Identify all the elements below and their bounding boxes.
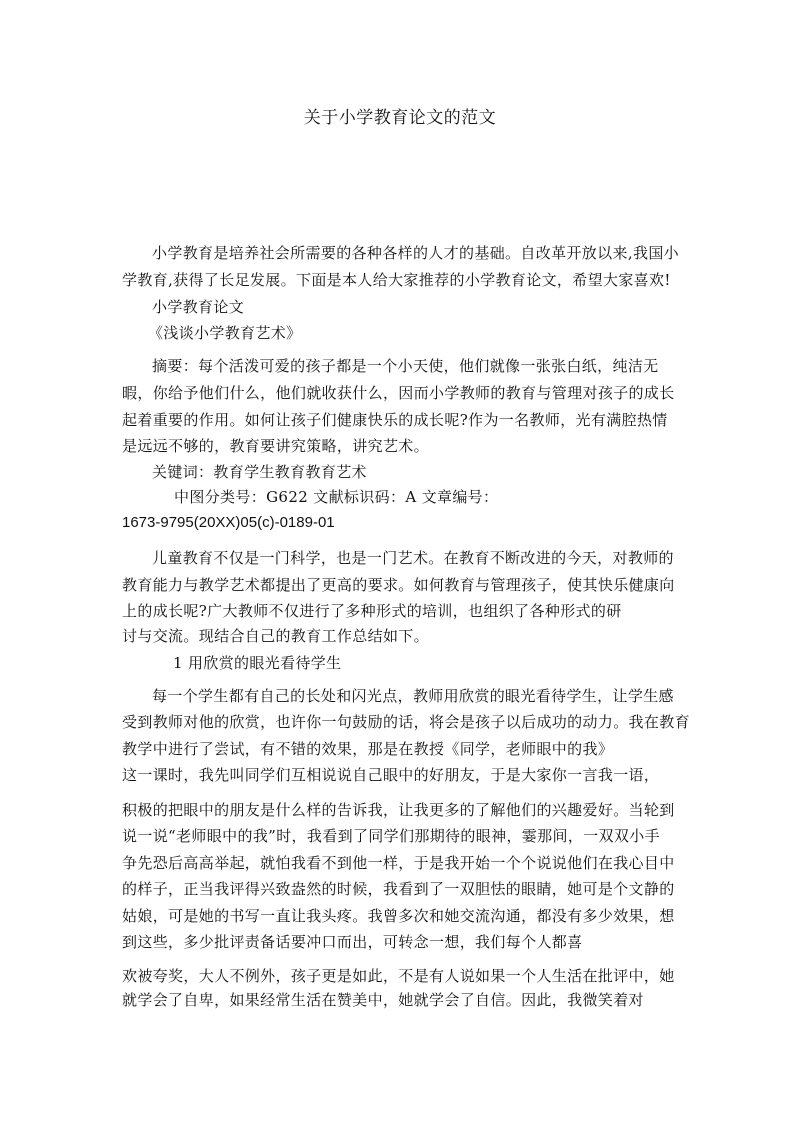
paragraph-line: 欢被夸奖，大人不例外，孩子更是如此，不是有人说如果一个人生活在批评中，她 bbox=[122, 967, 675, 985]
paragraph-line: 教育能力与教学艺术都提出了更高的要求。如何教育与管理孩子，使其快乐健康向 bbox=[122, 576, 675, 594]
paragraph-line: 积极的把眼中的朋友是什么样的告诉我，让我更多的了解他们的兴趣爱好。当轮到 bbox=[122, 801, 675, 819]
paragraph-line: 教学中进行了尝试，有不错的效果，那是在教授《同学，老师眼中的我》 bbox=[122, 740, 614, 758]
paragraph-line: 的样子，正当我评得兴致盎然的时候，我看到了一双胆怯的眼睛，她可是个文静的 bbox=[122, 880, 675, 898]
paragraph-line: 姑娘，可是她的书写一直让我头疼。我曾多次和她交流沟通，都没有多少效果，想 bbox=[122, 907, 675, 925]
article-title: 《浅谈小学教育艺术》 bbox=[148, 324, 302, 342]
paragraph-line: 上的成长呢?广大教师不仅进行了多种形式的培训，也组织了各种形式的研 bbox=[122, 602, 622, 620]
paragraph-line: 争先恐后高高举起，就怕我看不到他一样，于是我开始一个个说说他们在我心目中 bbox=[122, 854, 675, 872]
paragraph-line: 讨与交流。现结合自己的教育工作总结如下。 bbox=[122, 627, 430, 645]
paragraph-line: 小学教育是培养社会所需要的各种各样的人才的基础。自改革开放以来,我国小 bbox=[152, 244, 680, 262]
section-heading: 小学教育论文 bbox=[152, 298, 245, 316]
paragraph-line: 就学会了自卑，如果经常生活在赞美中，她就学会了自信。因此，我微笑着对 bbox=[122, 991, 644, 1009]
paragraph-line: 儿童教育不仅是一门科学，也是一门艺术。在教育不断改进的今天，对教师的 bbox=[152, 549, 674, 567]
paragraph-line: 受到教师对他的欣赏，也许你一句鼓励的话，将会是孩子以后成功的动力。我在教育 bbox=[122, 713, 690, 731]
article-number: 1673-9795(20XX)05(c)-0189-01 bbox=[122, 514, 335, 531]
keywords-line: 关键词：教育学生教育教育艺术 bbox=[152, 463, 367, 481]
paragraph-line: 这一课时，我先叫同学们互相说说自己眼中的好朋友，于是大家你一言我一语， bbox=[122, 766, 660, 784]
classification-line: 中图分类号：G622 文献标识码：A 文章编号： bbox=[174, 488, 499, 506]
abstract-line: 起着重要的作用。如何让孩子们健康快乐的成长呢?作为一名教师，光有满腔热情 bbox=[122, 411, 668, 429]
document-title: 关于小学教育论文的范文 bbox=[303, 108, 497, 128]
paragraph-line: 学教育,获得了长足发展。下面是本人给大家推荐的小学教育论文，希望大家喜欢! bbox=[122, 271, 671, 289]
paragraph-line: 每一个学生都有自己的长处和闪光点，教师用欣赏的眼光看待学生，让学生感 bbox=[152, 687, 674, 705]
paragraph-line: 说一说“老师眼中的我”时，我看到了同学们那期待的眼神，霎那间，一双双小手 bbox=[122, 827, 660, 845]
section-heading: 1 用欣赏的眼光看待学生 bbox=[173, 654, 342, 672]
paragraph-line: 到这些，多少批评责备话要冲口而出，可转念一想，我们每个人都喜 bbox=[122, 933, 583, 951]
abstract-line: 暇，你给予他们什么，他们就收获什么，因而小学教师的教育与管理对孩子的成长 bbox=[122, 384, 675, 402]
abstract-line: 摘要：每个活泼可爱的孩子都是一个小天使，他们就像一张张白纸，纯洁无 bbox=[152, 357, 659, 375]
abstract-line: 是远远不够的，教育要讲究策略，讲究艺术。 bbox=[122, 437, 430, 455]
